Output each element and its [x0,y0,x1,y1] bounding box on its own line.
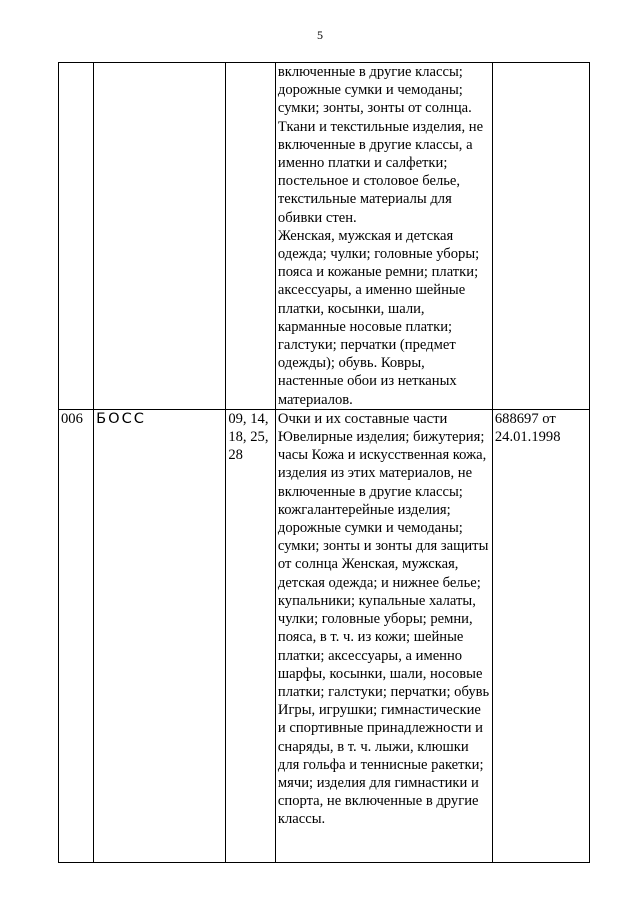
table-row [59,409,590,862]
page-number: 5 [317,28,323,42]
mark-cell [94,63,226,410]
classes-cell: 09, 14, 18, 25, 28 [226,409,276,862]
goods-paragraph: Женская, мужская и детская одежда; чулки; головные уборы; пояса и кожаные ремни; платки; аксессуары, а именно шейные платки, косынки, шали, карманные носовые платки; галстуки; перчатки (предмет одежды); обувь. Ковры, настенные обои из нетканых материалов. [277,227,480,408]
classes-cell [226,63,276,410]
goods-cell [275,409,492,862]
goods-paragraph: Очки и их составные части Ювелирные изделия; бижутерия; часы Кожа и искусственная кожа, изделия из этих материалов, не включенные в другие классы; кожгалантерейные изделия; дорожные сумки и чемоданы; сумки; зонты и зонты для защиты от солнца Женская, мужская, детская одежда; и нижнее белье; купальники; купальные халаты, чулки; головные уборы; ремни, пояса, в т. ч. из кожи; шейные платки; аксессуары, а именно шарфы, косынки, шали, носовые платки; галстуки; перчатки; обувь Игры, игрушки; гимнастические и спортивные принадлежности и снаряды, в т. ч. лыжи, клюшки для гольфа и теннисные ракетки; мячи; изделия для гимнастики и спорта, не включенные в другие классы. [277,410,490,828]
goods-paragraph: Ткани и текстильные изделия, не включенные в другие классы, а именно платки и салфетки; постельное и столовое белье, текстильные материалы для обивки стен. [277,118,484,226]
table-row [59,63,590,410]
trademark-word-mark: БОСС [94,409,226,862]
row-number-cell: 006 [59,409,94,862]
registration-cell [492,63,589,410]
row-number-cell [59,63,94,410]
goods-paragraph: включенные в другие классы; дорожные сумки и чемоданы; сумки; зонты, зонты от солнца. [277,64,472,117]
trademark-table [58,62,590,863]
registration-cell: 688697 от 24.01.1998 [492,409,589,862]
goods-cell [275,63,492,410]
